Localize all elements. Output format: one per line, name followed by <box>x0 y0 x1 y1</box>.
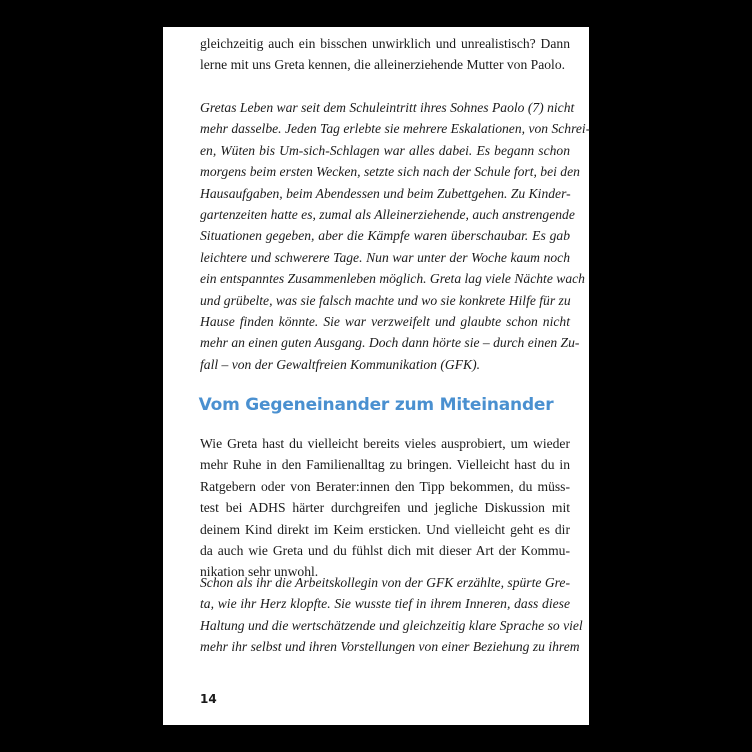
text-line: mehr an einen guten Ausgang. Doch dann hörte sie – durch einen Zu- <box>200 335 580 351</box>
text-line: nikation sehr unwohl. <box>200 564 319 580</box>
text-line: ein entspanntes Zusammenleben möglich. Greta lag viele Nächte wach <box>200 271 585 287</box>
text-line: Haltung und die wertschätzende und gleichzeitig klare Sprache so viel <box>200 617 583 633</box>
text-line: ta, wie ihr Herz klopfte. Sie wusste tief in ihrem Inneren, dass diese <box>200 596 570 612</box>
story-paragraph-colleague <box>200 572 583 658</box>
text-line: mehr ihr selbst und ihren Vorstellungen von einer Beziehung zu ihrem <box>200 639 580 655</box>
section-heading: Vom Gegeneinander zum Miteinander <box>198 395 554 415</box>
text-line: Gretas Leben war seit dem Schuleintritt ihres Sohnes Paolo (7) nicht <box>200 100 575 115</box>
text-line: und grübelte, was sie falsch machte und wo sie konkrete Hilfe für zu <box>200 292 571 308</box>
text-line: test bei ADHS härter durchgreifen und jegliche Diskussion mit <box>200 500 570 516</box>
text-line: Hausaufgaben, beim Abendessen und beim Zubettgehen. Zu Kinder- <box>200 185 571 201</box>
text-line: Wie Greta hast du vielleicht bereits vieles ausprobiert, um wieder <box>200 436 570 451</box>
text-line: Ratgebern oder von Berater:innen den Tipp bekommen, du müss- <box>200 478 570 494</box>
text-line: leichtere und schwerere Tage. Nun war unter der Woche kaum noch <box>200 249 570 265</box>
text-line: gartenzeiten hatte es, zumal als Alleinerziehende, auch anstrengende <box>200 206 575 222</box>
page-number: 14 <box>200 692 217 706</box>
text-line: morgens beim ersten Wecken, setzte sich nach der Schule fort, bei den <box>200 164 580 180</box>
text-line: da auch wie Greta und du fühlst dich mit dieser Art der Kommu- <box>200 542 570 558</box>
body-paragraph-like-greta <box>200 433 570 583</box>
story-paragraph-greta-life <box>200 97 591 375</box>
text-line: mehr dasselbe. Jeden Tag erlebte sie mehrere Eskalationen, von Schrei- <box>200 121 591 137</box>
text-line: lerne mit uns Greta kennen, die alleinerziehende Mutter von Paolo. <box>200 57 566 73</box>
text-line: en, Wüten bis Um-sich-Schlagen war alles dabei. Es begann schon <box>200 142 570 158</box>
text-line: fall – von der Gewaltfreien Kommunikation (GFK). <box>200 356 481 372</box>
text-line: Schon als ihr die Arbeitskollegin von der GFK erzählte, spürte Gre- <box>200 575 570 590</box>
text-line: deinem Kind direkt im Keim ersticken. Und vielleicht geht es dir <box>200 521 570 537</box>
intro-paragraph <box>200 33 570 76</box>
text-line: gleichzeitig auch ein bisschen unwirklich und unrealistisch? Dann <box>200 36 570 51</box>
book-page <box>163 27 589 725</box>
text-line: Situationen gegeben, aber die Kämpfe waren überschaubar. Es gab <box>200 228 570 244</box>
text-line: mehr Ruhe in den Familienalltag zu bringen. Vielleicht hast du in <box>200 457 570 473</box>
text-line: Hause finden könnte. Sie war verzweifelt und glaubte schon nicht <box>200 313 570 329</box>
